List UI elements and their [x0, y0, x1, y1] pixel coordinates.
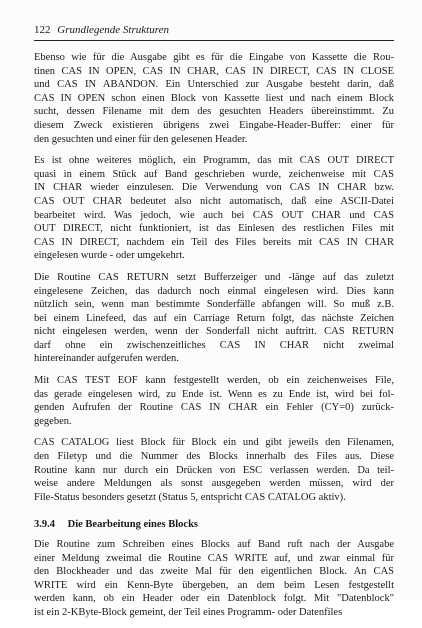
page-number: 122 — [34, 24, 51, 36]
text-line: Es ist ohne weiteres möglich, ein Programm, das mit CAS OUT DIRECT — [34, 155, 394, 167]
text-line: eingelesene Zeichen, das dadurch noch einmal eingelesen wird. Dies kann — [34, 285, 394, 297]
text-line: bearbeitet wird. Was jedoch, wie auch bei CAS OUT CHAR und CAS — [34, 209, 394, 221]
text-line: weise andere Meldungen als sonst ausgegeben werden müssen, wird der — [34, 478, 394, 490]
text-line: einer Meldung zweimal die Routine CAS WRITE auf, und zwar einmal für — [34, 552, 394, 564]
text-line: nützlich sein, wenn man bestimmte Sonderfälle abfangen will. So muß z.B. — [34, 299, 394, 311]
text-line: genden Aufrufen der Routine CAS IN CHAR ein Fehler (CY=0) zurück- — [34, 402, 394, 414]
text-line: CAS IN DIRECT, nachdem ein Teil des Files bereits mit CAS IN CHAR — [34, 236, 394, 248]
text-line: ist ein 2-KByte-Block gemeint, der Teil eines Programm- oder Datenfiles — [34, 606, 343, 618]
text-line: das gerade eingelesen wird, zu Ende ist. Wenn es zu Ende ist, wird bei fol- — [34, 388, 394, 400]
paragraph — [34, 436, 394, 504]
text-line: hintereinander aufgerufen werden. — [34, 353, 179, 365]
section-number: 3.9.4 — [34, 519, 55, 531]
text-line: den gesuchten und einer für den gelesenen Header. — [34, 133, 248, 145]
text-line: CAS CATALOG liest Block für Block ein und gibt jeweils den Filenamen, — [34, 437, 394, 449]
text-line: Die Routine CAS RETURN setzt Bufferzeiger und -länge auf das zuletzt — [34, 271, 394, 283]
text-line: eingelesen wurde - oder umgekehrt. — [34, 250, 185, 262]
section-title: Die Bearbeitung eines Blocks — [67, 519, 198, 531]
text-line: tinen CAS IN OPEN, CAS IN CHAR, CAS IN DIRECT, CAS IN CLOSE — [34, 65, 394, 77]
header-rule — [34, 40, 394, 41]
text-line: diesem Zweck existieren übrigens zwei Eingabe-Header-Buffer: einer für — [34, 119, 394, 131]
text-line: CAS IN OPEN schon einen Block von Kassette liest und nach einem Block — [34, 92, 394, 104]
text-line: darf ohne ein zwischenzeitliches CAS IN CHAR nicht zweimal — [34, 339, 394, 351]
paragraph — [34, 154, 394, 263]
paragraph — [34, 51, 394, 146]
paragraph — [34, 374, 394, 428]
text-line: Die Routine zum Schreiben eines Blocks auf Band ruft nach der Ausgabe — [34, 539, 394, 550]
text-line: IN CHAR wieder einzulesen. Die Verwendung von CAS IN CHAR bzw. — [34, 182, 394, 194]
page-body — [34, 51, 394, 628]
text-line: und CAS IN ABANDON. Ein Unterschied zur Ausgabe besteht darin, daß — [34, 79, 394, 91]
paragraphs-top — [34, 51, 394, 504]
text-line: den Blockheader und das zweite Mal für den eigentlichen Block. An CAS — [34, 566, 394, 578]
text-line: werden kann, ob ein Header oder ein Datenblock folgt. Mit "Datenblock" — [34, 593, 394, 605]
text-line: sucht, dessen Filename mit dem des gesuchten Headers übereinstimmt. Zu — [34, 106, 394, 118]
text-line: File-Status besonders gesetzt (Status 5, entspricht CAS CATALOG aktiv). — [34, 491, 346, 503]
text-line: bei einem Linefeed, das auf ein Carriage Return folgt, das nächste Zeichen — [34, 312, 394, 324]
text-line: Ebenso wie für die Ausgabe gibt es für die Eingabe von Kassette die Rou- — [34, 52, 394, 63]
text-line: nicht eingelesen werden, wenn der Sonderfall nicht auftritt. CAS RETURN — [34, 326, 394, 338]
text-line: Mit CAS TEST EOF kann festgestellt werden, ob ein zeichenweises File, — [34, 375, 394, 387]
running-header — [34, 23, 394, 37]
text-line: quasi in einem Stück auf Band geschrieben wurde, zeichenweise mit CAS — [34, 168, 394, 180]
section-heading — [34, 518, 394, 532]
text-line: CAS OUT CHAR bedeutet also nicht automatisch, daß eine ASCII-Datei — [34, 195, 394, 207]
text-line: gegeben. — [34, 415, 72, 427]
text-line: WRITE wird ein Kenn-Byte übergeben, an dem beim Lesen festgestellt — [34, 579, 394, 591]
text-line: OUT DIRECT, nicht funktioniert, ist das Einlesen des restlichen Files mit — [34, 223, 394, 235]
running-title: Grundlegende Strukturen — [57, 24, 169, 36]
paragraphs-bottom — [34, 538, 394, 620]
paragraph — [34, 271, 394, 366]
text-line: Routine kann nur durch ein Drücken von ESC verlassen werden. Da teil- — [34, 464, 394, 476]
text-line: den Filetyp und die Nummer des Blocks innerhalb des Files aus. Diese — [34, 451, 394, 463]
paragraph — [34, 538, 394, 620]
